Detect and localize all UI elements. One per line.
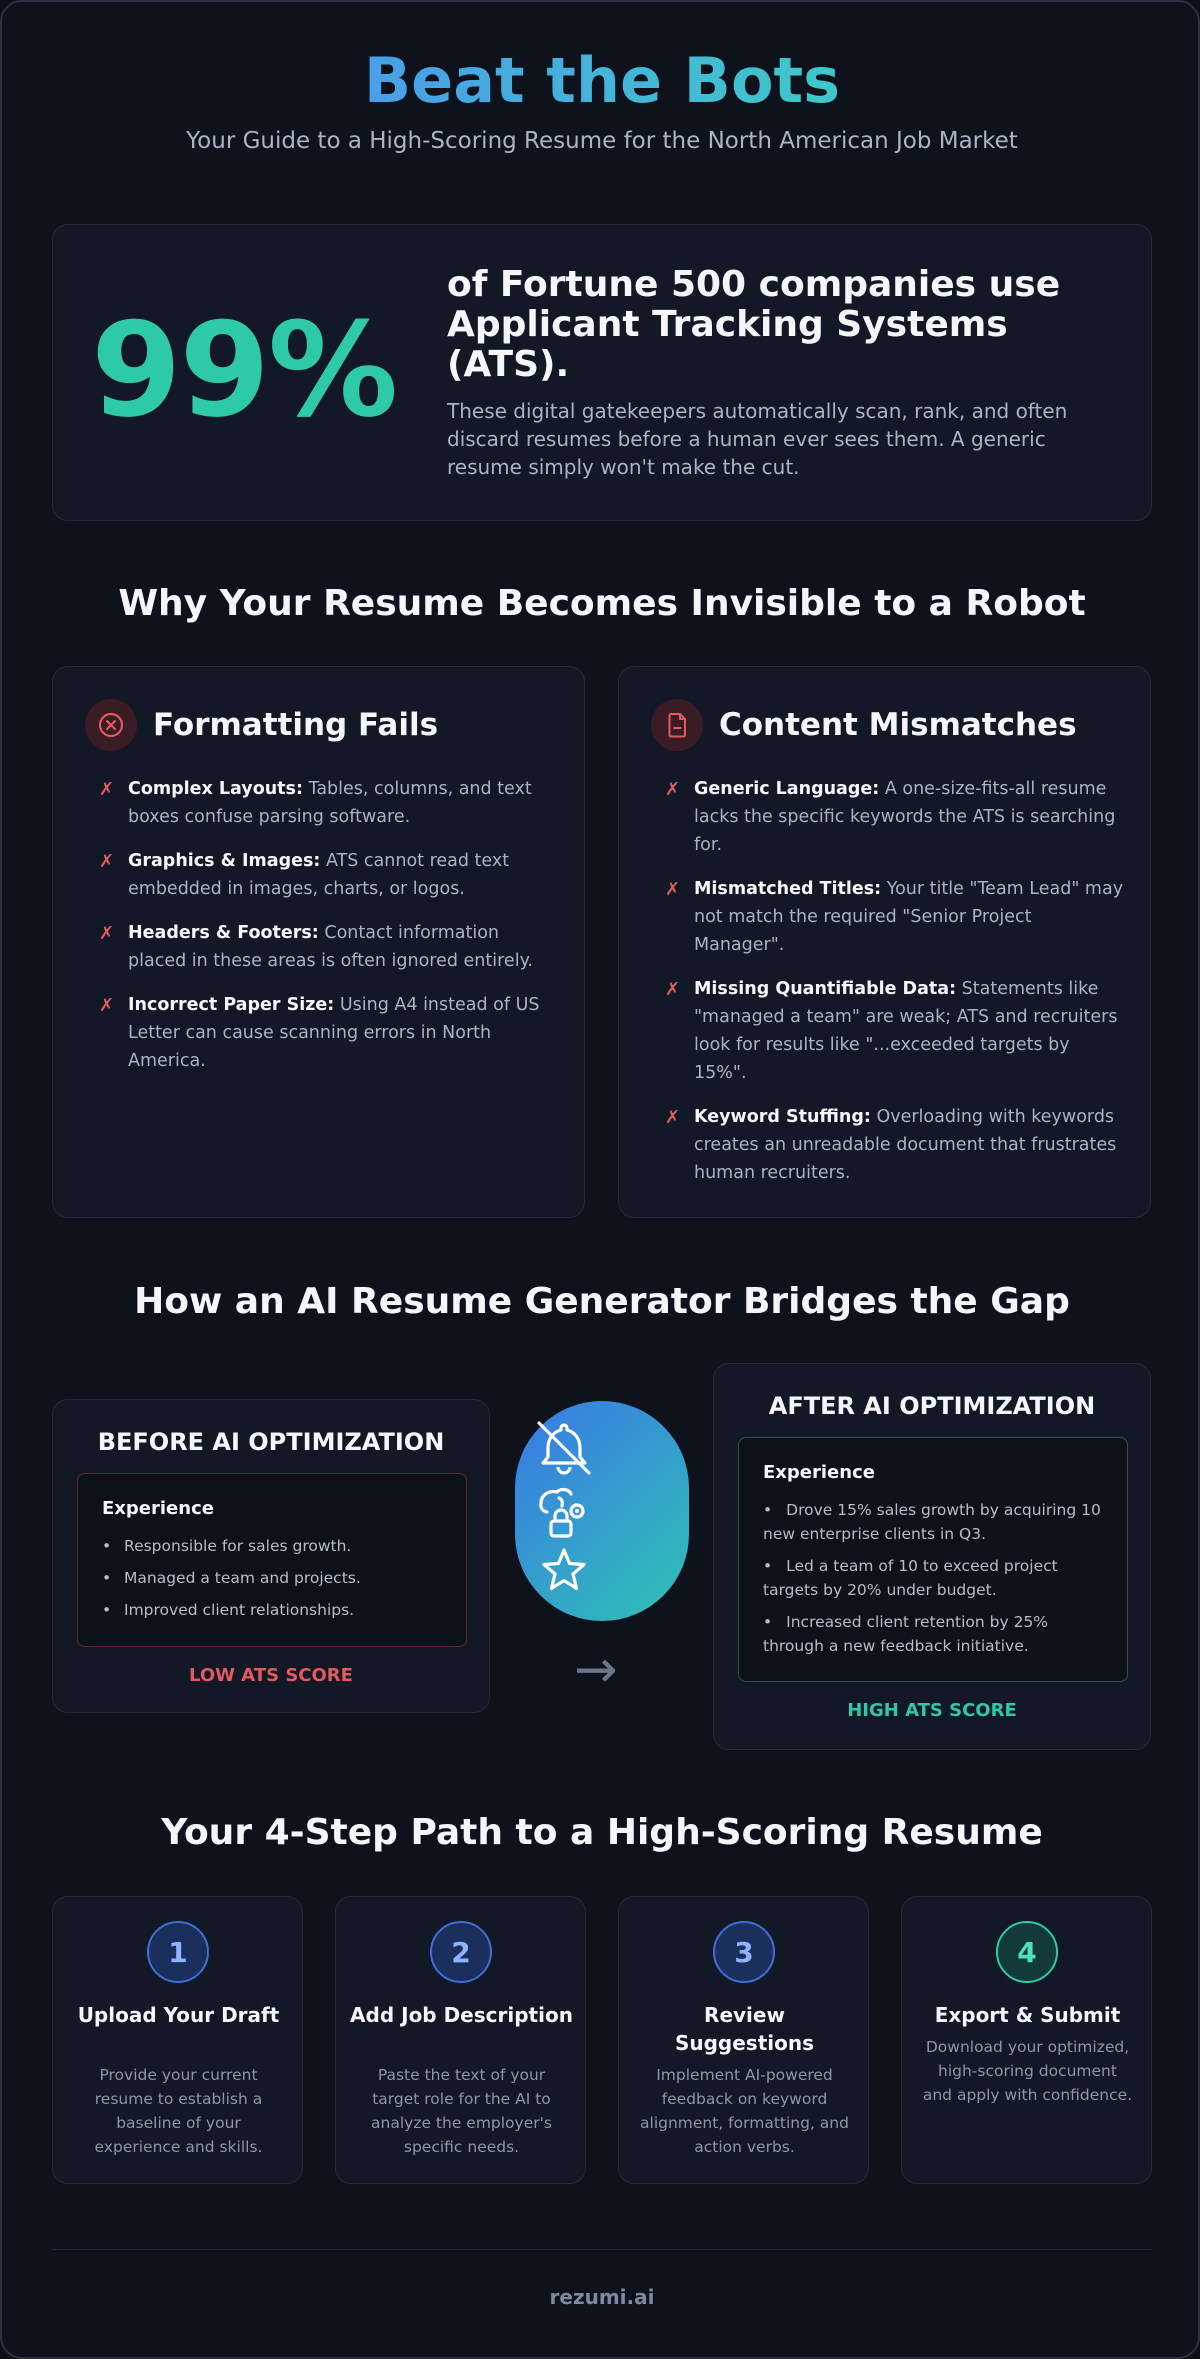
step-description-3: Implement AI-powered feedback on keyword alignment, formatting, and action verbs.: [640, 2066, 849, 2156]
formatting-fail-item: [99, 919, 559, 975]
formatting-fail-item-text: Tables, columns, and text boxes confuse parsing software.: [128, 779, 532, 827]
before-title: BEFORE AI OPTIMIZATION: [97, 1428, 445, 1456]
formatting-fail-item: [99, 991, 559, 1075]
step-title-4: Export & Submit: [934, 2003, 1121, 2027]
x-mark-icon: ✗: [99, 995, 115, 1016]
formatting-fail-item-text: Contact information placed in these areas is often ignored entirely.: [128, 923, 533, 971]
stat-headline: of Fortune 500 companies use Applicant Tracking Systems (ATS).: [447, 264, 1061, 385]
step-number-1: 1: [147, 1921, 209, 1983]
step-card-1: [52, 1896, 303, 2184]
formatting-fail-item: [99, 775, 559, 831]
x-mark-icon: ✗: [665, 1107, 681, 1128]
after-card: [713, 1363, 1151, 1750]
content-mismatch-item: [665, 975, 1125, 1087]
formatting-fail-item-label: Graphics & Images:: [128, 851, 321, 871]
stat-card: [52, 224, 1152, 521]
formatting-fail-item: [99, 847, 559, 903]
content-mismatch-item: [665, 1103, 1125, 1187]
steps-section-title: Your 4-Step Path to a High-Scoring Resume: [161, 1812, 1043, 1853]
formatting-fails-list: [99, 775, 559, 1091]
stat-number: 99%: [91, 294, 397, 446]
content-mismatch-item-text: Statements like "managed a team" are weak; ATS and recruiters look for results like "...exceeded targets by 15%".: [694, 979, 1118, 1083]
formatting-fail-item-label: Complex Layouts:: [128, 779, 303, 799]
step-title-1: Upload Your Draft: [77, 2003, 280, 2027]
content-mismatch-item-label: Missing Quantifiable Data:: [694, 979, 957, 999]
content-mismatch-item-text: Your title "Team Lead" may not match the required "Senior Project Manager".: [694, 879, 1124, 955]
step-number-2: 2: [430, 1921, 492, 1983]
formatting-fails-heading: Formatting Fails: [153, 707, 439, 743]
after-resume-heading: Experience: [763, 1462, 875, 1483]
formatting-fail-item-label: Incorrect Paper Size:: [128, 995, 335, 1015]
low-ats-score: LOW ATS SCORE: [189, 1665, 353, 1686]
step-description-2: Paste the text of your target role for the AI to analyze the employer's specific needs.: [371, 2066, 552, 2156]
step-number-3: 3: [713, 1921, 775, 1983]
content-mismatches-card: [618, 666, 1151, 1218]
high-ats-score: HIGH ATS SCORE: [847, 1700, 1017, 1721]
content-mismatches-heading: Content Mismatches: [719, 707, 1077, 743]
before-resume-bullet: • Managed a team and projects.: [102, 1566, 442, 1590]
bell-off-icon: [533, 1417, 595, 1479]
formatting-fail-item-label: Headers & Footers:: [128, 923, 319, 943]
document-icon: [651, 699, 703, 751]
ai-section-title: How an AI Resume Generator Bridges the Gap: [134, 1281, 1070, 1322]
content-mismatch-item-label: Generic Language:: [694, 779, 880, 799]
step-description-1: Provide your current resume to establish a baseline of your experience and skills.: [94, 2066, 263, 2156]
x-mark-icon: ✗: [99, 779, 115, 800]
star-icon: [539, 1545, 589, 1595]
step-description-4: Download your optimized, high-scoring document and apply with confidence.: [922, 2038, 1133, 2104]
after-resume-bullet: • Increased client retention by 25% through a new feedback initiative.: [763, 1610, 1103, 1658]
x-mark-icon: ✗: [99, 923, 115, 944]
after-resume-bullet: • Led a team of 10 to exceed project targets by 20% under budget.: [763, 1554, 1103, 1602]
after-resume-list: [763, 1498, 1103, 1666]
content-mismatches-list: [665, 775, 1125, 1203]
content-mismatch-item-label: Keyword Stuffing:: [694, 1107, 871, 1127]
step-card-3: [618, 1896, 869, 2184]
page-title: Beat the Bots: [363, 44, 841, 117]
before-resume-bullet: • Responsible for sales growth.: [102, 1534, 442, 1558]
after-resume-bullet: • Drove 15% sales growth by acquiring 10 new enterprise clients in Q3.: [763, 1498, 1103, 1546]
content-mismatch-item-label: Mismatched Titles:: [694, 879, 882, 899]
page-subtitle: Your Guide to a High-Scoring Resume for the North American Job Market: [186, 128, 1018, 154]
x-mark-icon: ✗: [665, 879, 681, 900]
arrow-right-icon: →: [574, 1640, 618, 1700]
x-mark-icon: ✗: [665, 779, 681, 800]
before-card: [52, 1399, 490, 1713]
content-mismatch-item-text: Overloading with keywords creates an unreadable document that frustrates human recruiters.: [694, 1107, 1117, 1183]
circle-x-icon: [85, 699, 137, 751]
before-resume-bullet: • Improved client relationships.: [102, 1598, 442, 1622]
step-card-2: [335, 1896, 586, 2184]
stat-description: These digital gatekeepers automatically scan, rank, and often discard resumes before a human ever sees them. A generic resume simply won't make the cut.: [447, 399, 1068, 479]
formatting-fail-item-text: Using A4 instead of US Letter can cause scanning errors in North America.: [128, 995, 540, 1071]
step-card-4: [901, 1896, 1152, 2184]
before-resume-list: [102, 1534, 442, 1630]
content-mismatch-item: [665, 875, 1125, 959]
formatting-fail-item-text: ATS cannot read text embedded in images, charts, or logos.: [128, 851, 510, 899]
brain-lock-icon: [535, 1485, 591, 1541]
after-resume-box: [738, 1437, 1128, 1682]
step-title-2: Add Job Description: [350, 2003, 573, 2027]
formatting-fails-card: [52, 666, 585, 1218]
after-title: AFTER AI OPTIMIZATION: [768, 1392, 1096, 1420]
why-section-title: Why Your Resume Becomes Invisible to a Robot: [118, 583, 1086, 624]
content-mismatch-item-text: A one-size-fits-all resume lacks the specific keywords the ATS is searching for.: [694, 779, 1116, 855]
ai-transform-graphic: [515, 1401, 689, 1621]
before-resume-heading: Experience: [102, 1498, 214, 1519]
x-mark-icon: ✗: [99, 851, 115, 872]
x-mark-icon: ✗: [665, 979, 681, 1000]
step-number-4: 4: [996, 1921, 1058, 1983]
footer-divider: [52, 2249, 1152, 2250]
content-mismatch-item: [665, 775, 1125, 859]
before-resume-box: [77, 1473, 467, 1647]
step-title-3: Review Suggestions: [674, 2003, 815, 2055]
footer-brand: rezumi.ai: [549, 2285, 655, 2309]
